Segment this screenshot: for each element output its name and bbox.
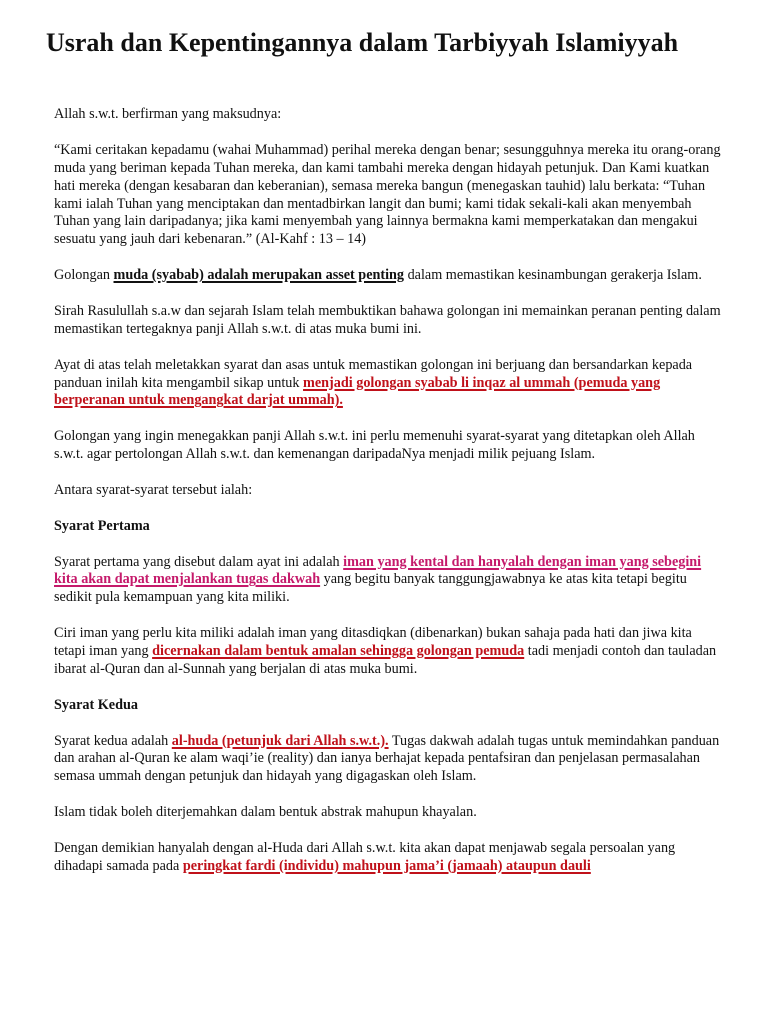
- paragraph-text: Golongan: [54, 267, 114, 284]
- paragraph-text: Dengan demikian hanyalah dengan al-Huda dari Allah s.w.t. kita akan dapat menjawab segala persoalan yang dihadapi samada pada: [54, 839, 676, 874]
- paragraph-syarat-kedua: [54, 733, 722, 787]
- paragraph-golongan-panji: Golongan yang ingin menegakkan panji Allah s.w.t. ini perlu memenuhi syarat-syarat yang ditetapkan oleh Allah s.w.t. agar pertolongan Allah s.w.t. dan kemenangan daripadaNya menjadi milik pejuang Islam.: [54, 428, 695, 463]
- heading-syarat-kedua: Syarat Kedua: [54, 696, 138, 713]
- highlight-text: menjadi golongan syabab li inqaz al ummah (pemuda yang berperanan untuk mengangkat darjat ummah).: [54, 374, 661, 409]
- paragraph-antara: Antara syarat-syarat tersebut ialah:: [54, 481, 253, 498]
- paragraph-text: tadi menjadi contoh dan tauladan ibarat al-Quran dan al-Sunnah yang berjalan di atas muka bumi.: [54, 643, 717, 677]
- paragraph-islam-abstrak: Islam tidak boleh diterjemahkan dalam bentuk abstrak mahupun khayalan.: [54, 804, 477, 821]
- paragraph-sirah: Sirah Rasulullah s.a.w dan sejarah Islam telah membuktikan bahawa golongan ini memainkan peranan penting dalam memastikan tertegaknya panji Allah s.w.t. di atas muka bumi ini.: [54, 302, 721, 337]
- paragraph-ayat: [54, 357, 722, 411]
- paragraph-ciri-iman: [54, 625, 722, 679]
- document-body: [54, 106, 722, 894]
- paragraph-text: Syarat kedua adalah: [54, 732, 172, 749]
- paragraph-text: dalam memastikan kesinambungan gerakerja Islam.: [404, 267, 702, 284]
- document-title: Usrah dan Kepentingannya dalam Tarbiyyah Islamiyyah: [46, 28, 679, 57]
- highlight-text: peringkat fardi (individu) mahupun jama’i (jamaah) ataupun dauli: [182, 857, 591, 874]
- paragraph-quote: “Kami ceritakan kepadamu (wahai Muhammad) perihal mereka dengan benar; sesungguhnya mereka itu orang-orang muda yang beriman kepada Tuhan mereka, dan kami tambahi mereka dengan hidayah petunjuk. Dan Kami kuatkan hati mereka (dengan kesabaran dan keberanian), semasa mereka bangun (menegaskan tauhid) lalu berkata: “Tuhan kami ialah Tuhan yang menciptakan dan mentadbirkan langit dan bumi; kami tidak sekali-kali akan menyembah Tuhan yang lain daripadanya; jika kami menyembah yang lainnya bermakna kami memperkatakan dan mengakui sesuatu yang jauh dari kebenaran.” (Al-Kahf : 13 – 14): [54, 141, 721, 248]
- paragraph-text: yang begitu banyak tanggungjawabnya ke atas kita tetapi begitu sedikit pula kemampuan yang kita miliki.: [54, 571, 687, 606]
- highlight-text: dicernakan dalam bentuk amalan sehingga golongan pemuda: [152, 643, 525, 660]
- highlight-text: muda (syabab) adalah merupakan asset penting: [113, 267, 405, 284]
- paragraph-text: Ciri iman yang perlu kita miliki adalah iman yang ditasdiqkan (dibenarkan) bukan sahaja pada hati dan jiwa kita tetapi iman yang: [54, 625, 692, 660]
- paragraph-text: Tugas dakwah adalah tugas untuk memindahkan panduan dan arahan al-Quran ke alam waqi’ie (reality) dan ianya berhajat kepada pentafsiran dan penjelasan permasalahan semasa ummah dengan petunjuk dan hidayah yang digagaskan oleh Islam.: [54, 732, 720, 785]
- highlight-text: iman yang kental dan hanyalah dengan iman yang sebegini kita akan dapat menjalankan tugas dakwah: [54, 553, 702, 588]
- paragraph-al-huda: [54, 840, 722, 876]
- paragraph-text: Ayat di atas telah meletakkan syarat dan asas untuk memastikan golongan ini berjuang dan bersandarkan kepada panduan inilah kita mengambil sikap untuk: [54, 356, 693, 391]
- paragraph-golongan-muda: [54, 267, 722, 285]
- paragraph-intro: Allah s.w.t. berfirman yang maksudnya:: [54, 106, 282, 122]
- highlight-text: al-huda (petunjuk dari Allah s.w.t.).: [171, 732, 389, 749]
- paragraph-syarat-pertama: [54, 554, 722, 608]
- heading-syarat-pertama: Syarat Pertama: [54, 517, 150, 534]
- paragraph-text: Syarat pertama yang disebut dalam ayat ini adalah: [54, 553, 344, 570]
